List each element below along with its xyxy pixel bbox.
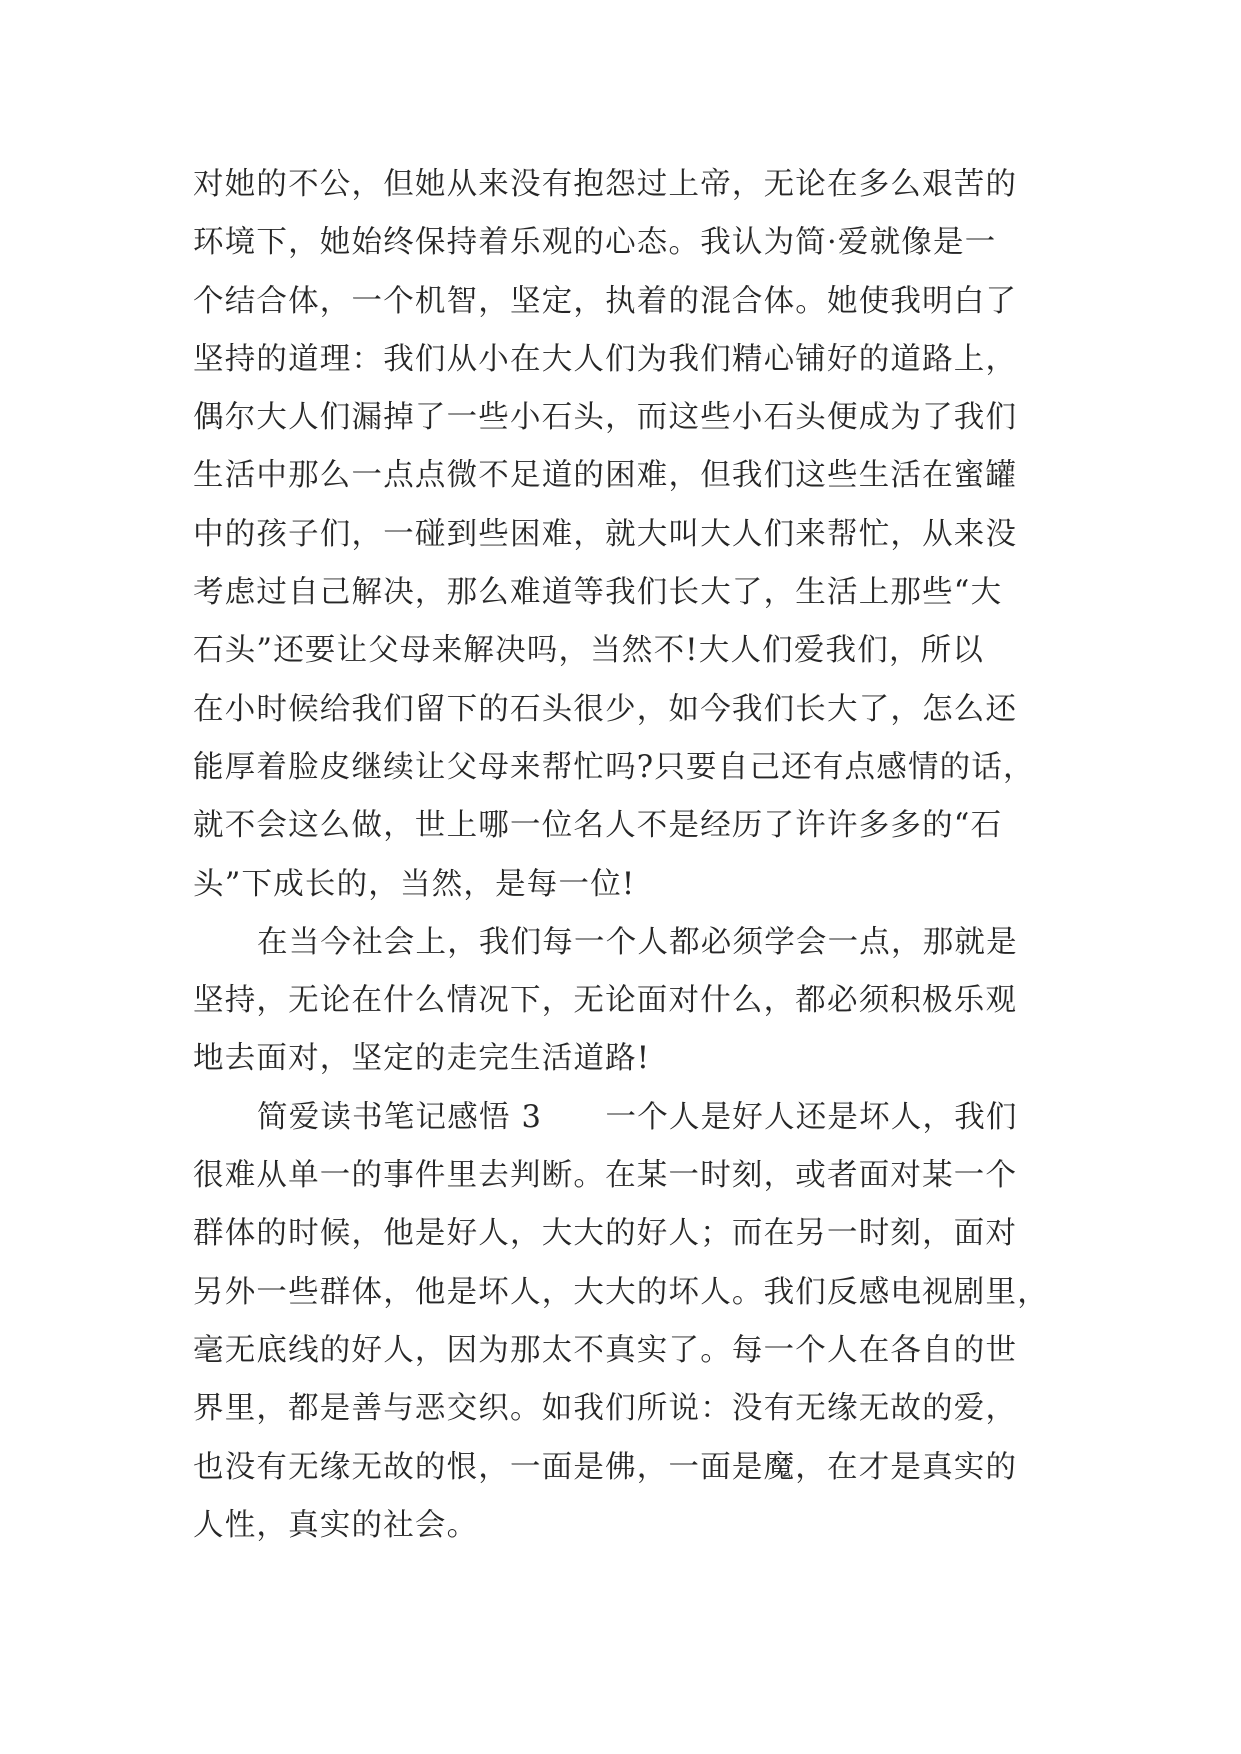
text-line: 考虑过自己解决，那么难道等我们长大了，生活上那些“大 [193, 575, 1003, 611]
text-line: 界里，都是善与恶交织。如我们所说：没有无缘无故的爱， [193, 1391, 1018, 1427]
text-line: 个结合体，一个机智，坚定，执着的混合体。她使我明白了 [193, 283, 1018, 319]
text-line: 在小时候给我们留下的石头很少，如今我们长大了，怎么还 [193, 691, 1018, 727]
body-text [193, 156, 1053, 1555]
text-line: 坚持，无论在什么情况下，无论面对什么，都必须积极乐观 [193, 983, 1018, 1019]
text-line: 人性，真实的社会。 [193, 1507, 479, 1543]
text-line: 地去面对，坚定的走完生活道路! [193, 1041, 651, 1077]
paragraph-start-line: 在当今社会上，我们每一个人都必须学会一点，那就是 [257, 924, 1018, 960]
text-line: 也没有无缘无故的恨，一面是佛，一面是魔，在才是真实的 [193, 1449, 1018, 1485]
text-line: 中的孩子们，一碰到些困难，就大叫大人们来帮忙，从来没 [193, 516, 1018, 552]
text-line: 就不会这么做，世上哪一位名人不是经历了许许多多的“石 [193, 808, 1003, 844]
text-line: 生活中那么一点点微不足道的困难，但我们这些生活在蜜罐 [193, 458, 1018, 494]
text-line: 很难从单一的事件里去判断。在某一时刻，或者面对某一个 [193, 1158, 1018, 1194]
text-line: 坚持的道理：我们从小在大人们为我们精心铺好的道路上， [193, 341, 1018, 377]
section-heading-line: 简爱读书笔记感悟 3 一个人是好人还是坏人，我们 [257, 1099, 1018, 1135]
text-line: 群体的时候，他是好人，大大的好人；而在另一时刻，面对 [193, 1216, 1018, 1252]
text-line: 环境下，她始终保持着乐观的心态。我认为简·爱就像是一 [193, 225, 997, 261]
text-line: 偶尔大人们漏掉了一些小石头，而这些小石头便成为了我们 [193, 400, 1018, 436]
text-line: 对她的不公，但她从来没有抱怨过上帝，无论在多么艰苦的 [193, 167, 1018, 202]
text-line: 石头”还要让父母来解决吗，当然不!大人们爱我们，所以 [193, 633, 985, 669]
text-line: 另外一些群体，他是坏人，大大的坏人。我们反感电视剧里， [193, 1274, 1049, 1310]
text-line: 能厚着脸皮继续让父母来帮忙吗?只要自己还有点感情的话， [193, 749, 1035, 785]
text-line: 头”下成长的，当然，是每一位! [193, 866, 636, 902]
text-line: 毫无底线的好人，因为那太不真实了。每一个人在各自的世 [193, 1332, 1018, 1368]
